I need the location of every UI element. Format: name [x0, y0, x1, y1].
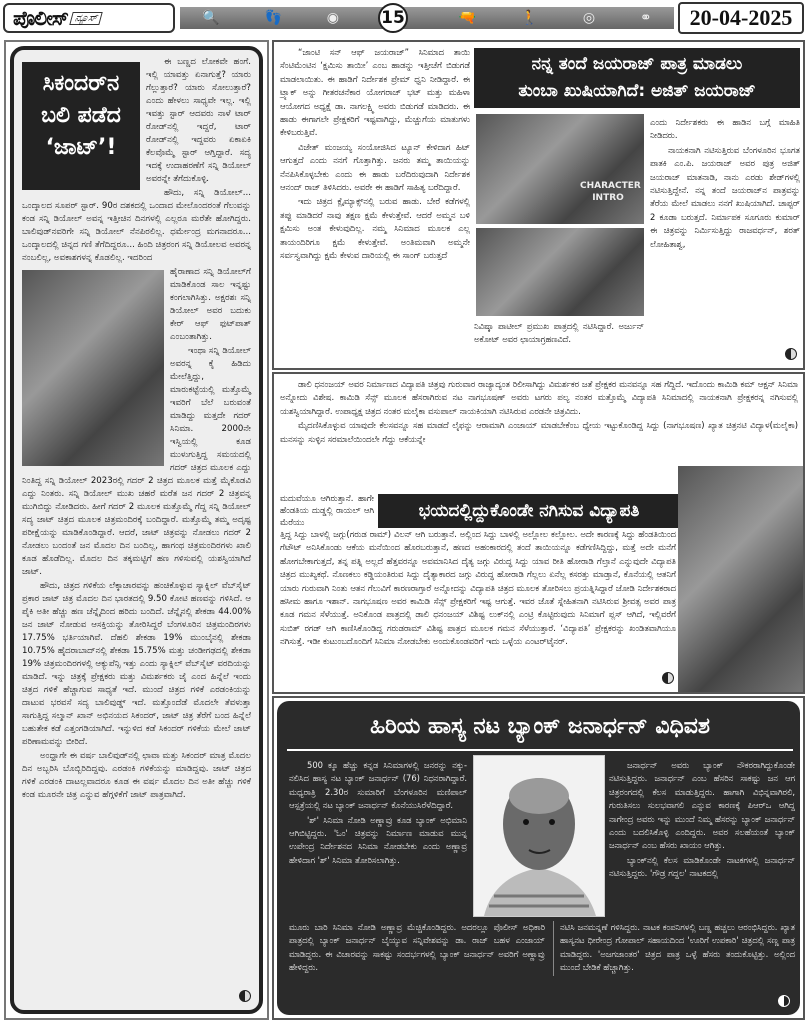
- article-ajith-bottom: [474, 320, 644, 348]
- article-ajith-headline: [474, 48, 800, 108]
- magnifier-icon: 🔍: [202, 10, 220, 26]
- article-janardhan-lower-left: [289, 921, 545, 976]
- paragraph: ಅಂದ್ಹಾಗೇ ಈ ವರ್ಷ ಬಾಲಿವುಡ್‌ನಲ್ಲಿ ಛಾವಾ ಮತ್ತು ಸಿಕಂದರ್ ಮಾತ್ರ ಮೊದಲ ದಿನ ಅಬ್ಬರಿಸಿ ಬೊಬ್ಬಿರಿದಿದ್ದವು. ಎರಡಂಕಿ ಗಳಿಕೆಯನ್ನು ಮಾಡಿದ್ದವು. ಜಾಟ್ ಚಿತ್ರದ ಗಳಿಕೆ ಎರಡಂಕಿ ದಾಟಲ್ಲವಾದರೂ ಕೂಡ ಈ ವರ್ಷ ಮೊದಲ ದಿನ ಅತೀ ಹೆಚ್ಚು ಗಳಿಕೆ ಕಂಡ ಮೂರನೇ ಚಿತ್ರ ಎನ್ನುವ ಹೆಗ್ಗಳಿಕೆಗೆ ಜಾಟ್ ಪಾತ್ರವಾಗಿದೆ.: [22, 751, 251, 800]
- paragraph: ನಾಯಕನಾಗಿ ನಟಿಸುತ್ತಿರುವ ಬೆಂಗಳೂರಿನ ಭೂಗತ ಪಾತಕಿ ಎಂ.ಪಿ. ಜಯರಾಜ್ ಅವರ ಪುತ್ರ ಅಜಿತ್ ಜಯರಾಜ್ ಮಾತನಾಡಿ, ನಾನು ಎರಡು ಶೇಡ್‌ಗಳಲ್ಲಿ ನಟಿಸುತ್ತಿದ್ದೇನೆ. ನನ್ನ ತಂದೆ ಜಯರಾಜ್‌ನ ಪಾತ್ರವನ್ನು ತೆರೆಯ ಮೇಲೆ ಮಾಡಲು ನನಗೆ ಖುಷಿಯಾಗಿದೆ. ಚಾಪ್ಟರ್ 2 ಕೂಡಾ ಬರುತ್ತದೆ. ನಿರ್ಮಾಪಕ ಸೂಗೂರು ಕುಮಾರ್ ಈ ಚಿತ್ರವನ್ನು ನಿರ್ಮಿಸುತ್ತಿದ್ದು ರಾಜವರ್ಧನ್, ಶರತ್ ಲೋಹಿತಾಶ್ವ,: [650, 144, 800, 249]
- article-vidyapathi: [272, 372, 805, 694]
- paragraph: 500 ಕ್ಕೂ ಹೆಚ್ಚು ಕನ್ನಡ ಸಿನಿಮಾಗಳಲ್ಲಿ ಜನರನ್ನು ನಕ್ಕು-ನಲಿಸಿದ ಹಾಸ್ಯ ನಟ ಬ್ಯಾಂಕ್ ಜನಾರ್ಧನ್ (76) ನಿಧನರಾಗಿದ್ದಾರೆ. ಮಧ್ಯರಾತ್ರಿ 2.30ರ ಸುಮಾರಿಗೆ ಬೆಂಗಳೂರಿನ ಮಣಿಪಾಲ್ ಆಸ್ಪತ್ರೆಯಲ್ಲಿ ನಟ ಬ್ಯಾಂಕ್ ಜನಾರ್ಧನ್ ಕೊನೆಯುಸಿರೆಳೆದಿದ್ದಾರೆ.: [289, 760, 467, 811]
- silhouette-icon: 🚶: [520, 10, 539, 26]
- article-vidyapathi-side: [280, 492, 374, 529]
- paragraph: ಮೈದಣಿಸಿಕೊಳ್ಳುವ ಯಾವುದೇ ಕೆಲಸವನ್ನೂ ಸಹ ಮಾಡದೆ ಲೈಫನ್ನು ಆರಾಮಾಗಿ ಎಂಜಾಯ್ ಮಾಡಬೇಕೆಂಬ ಧ್ಯೇಯ ಇಟ್ಟುಕೊಂಡಿದ್ದ ಸಿದ್ದು (ನಾಗಭೂಷಣ) ಖ್ಯಾತ ಚಿತ್ರನಟಿ ವಿದ್ಯಾಳ(ಮಲೈಕಾ) ಮನಸನ್ನು ಸುಳ್ಳಿನ ಸರಮಾಲೆಯಿಂದಲೇ ಗೆದ್ದು ಆಕೆಯನ್ನೇ: [280, 420, 798, 444]
- headline-line: ನನ್ನ ತಂದೆ ಜಯರಾಜ್ ಪಾತ್ರ ಮಾಡಲು: [531, 54, 743, 74]
- article-bank-janardhan-frame: [277, 701, 800, 1015]
- masthead: [0, 0, 807, 36]
- issue-date: 20-04-2025: [678, 2, 804, 34]
- paragraph: ಹೈರಾಣಾದ ಸನ್ನಿ ಡಿಯೋಲ್‌ಗೆ ಮಾಡಿಕೊಂಡ ಸಾಲ ಇನ್ನಷ್ಟು ಕಂಗಲಾಗಿಸಿತ್ತು. ಅಕ್ಷರಶಃ ಸನ್ನಿ ಡಿಯೋಲ್ ಅವರ ಬದುಕು ಕೇರ್ ಆಫ್ ಫುಟ್‌ಪಾತ್ ಎಂಬಂತಾಗಿತ್ತು.: [170, 267, 251, 342]
- page-number: 15: [378, 3, 408, 33]
- sunny-deol-photo: [22, 270, 164, 466]
- headline-line: ‘ಜಾಟ್’!: [45, 135, 117, 160]
- target-icon: ◎: [582, 10, 596, 26]
- paragraph: ಹೌದು, ಚಿತ್ರದ ಗಳಿಕೆಯ ಲೆಕ್ಕಾಚಾರವನ್ನು ಹಂಚಿಕೊಳ್ಳುವ ಸ್ಯಾಕ್ನಿಲ್ ವೆಬ್‌ಸೈಟ್ ಪ್ರಕಾರ ಜಾಟ್ ಚಿತ್ರ ಮೊದಲ ದಿನ ಭಾರತದಲ್ಲಿ 9.50 ಕೋಟಿ ಹಣವನ್ನು ಗಳಿಸಿದೆ. ಆ ಪೈಕಿ ಅತೀ ಹೆಚ್ಚು ಹಣ ಚೆನ್ನೈದಿಂದ ಹರಿದು ಬಂದಿದೆ. ಚೆನ್ನೈನಲ್ಲಿ ಶೇಕಡಾ 44.00% ಜನ ಜಾಟ್ ನೋಡುವ ಆಸಕ್ತಿಯನ್ನು ತೋರಿಸಿದ್ದರೆ ಬೆಂಗಳೂರಿನ ಚಿತ್ರಮಂದಿರಗಳು 17.75% ಭರ್ತಿಯಾಗಿವೆ. ದೆಹಲಿ ಶೇಕಡಾ 19% ಮುಂಬೈನಲ್ಲಿ ಶೇಕಡಾ 10.75% ಹೈದರಾಬಾದ್‌ನಲ್ಲಿ ಶೇಕಡಾ 15.75% ಮತ್ತು ಚಂಡೀಗಢದಲ್ಲಿ ಶೇಕಡಾ 19% ಚಿತ್ರಮಂದಿರಗಳಲ್ಲಿ ಆಕ್ಯುಪೆನ್ಸಿ ಇತ್ತು ಎಂದು ಸ್ಯಾಕ್ನಿಲ್ ವೆಬ್‌ಸೈಟ್ ವರದಿಯನ್ನು ಮಾಡಿದೆ. ಇನ್ನು ಚಿತ್ರಕ್ಕೆ ಪ್ರೇಕ್ಷಕರು ಮತ್ತು ವಿಮರ್ಶಕರು ಜೈ ಎಂದ ಹಿನ್ನೆಲೆ ಇಂದು ಚಿತ್ರದ ಗಳಿಕೆ ಹೆಚ್ಚಾಗುವ ಸಾಧ್ಯತೆ ಇದೆ. ಮುಂದೆ ಚಿತ್ರದ ಗಳಿಕೆ ಎರಡಂಕಿಯನ್ನು ದಾಟುವ ಭರವಸೆ ಸದ್ಯ ಬಾಲಿವುಡ್ಡ್ ಇದೆ. ಮತ್ತೊಂದೆಡೆ ಮೊದಲೇ ತೆವಳುತ್ತಾ ಸಾಗುತ್ತಿದ್ದ ಸಲ್ಮಾನ್ ಖಾನ್ ಅಭಿನಯದ ಸಿಕಂದರ್, ಜಾಟ್ ಚಿತ್ರ ತೆರೆಗೆ ಬಂದ ಹಿನ್ನೆಲೆ ಬಹುತೇಕ ಕಡೆ ಎತ್ತಂಗಡಿಯಾಗಿದೆ. ಇನ್ನುಳಿದ ಕಡೆ ಸಿಕಂದರ್ ಗಳಿಕೆಯ ಮೇಲೆ ಜಾಟ್ ಪರಿಣಾಮವನ್ನು ಬೀರಿದೆ.: [22, 581, 251, 747]
- team-photo: [476, 228, 644, 316]
- end-mark-icon: [778, 995, 790, 1007]
- article-vidyapathi-headline: ಭಯದಲ್ಲಿದ್ದುಕೊಂಡೇ ನಗಿಸುವ ವಿದ್ಯಾಪತಿ: [378, 494, 680, 528]
- article-jaat-headline: [22, 62, 140, 190]
- paragraph: ಬ್ಯಾಂಕ್‌ನಲ್ಲಿ ಕೆಲಸ ಮಾಡಿಕೊಂಡೇ ನಾಟಕಗಳಲ್ಲಿ ಜನಾರ್ಧನ್ ನಟಿಸುತ್ತಿದ್ದರು. 'ಗೌಡ್ರ ಗದ್ದಲ' ನಾಟಕದಲ್ಲಿ: [609, 854, 795, 879]
- article-janardhan-col3: [609, 759, 795, 882]
- pistol-icon: 🔫: [458, 10, 476, 26]
- paragraph: “ಜಾಂಟಿ ಸನ್ ಆಫ್ ಜಯರಾಜ್” ಸಿನಿಮಾದ ತಾಯಿ ಸೆಂಟಿಮೆಂಟಿನ ‘ಕ್ಷಮಿಸು ತಾಯೀ’ ಎಂಬ ಹಾಡನ್ನು ಇತ್ತೀಚೆಗೆ ಬಿಡುಗಡೆ ಮಾಡಲಾಯಿತು. ಈ ಹಾಡಿಗೆ ನಿರ್ದೇಶಕ ಪ್ರೇಮ್ ಧ್ವನಿ ನೀಡಿದ್ದಾರೆ. ಈ ಟ್ರ್ಯಾಕ್ ಅನ್ನು ಗೀತರಚನೆಕಾರ ಯೋಗರಾಜ್ ಭಟ್ ಮತ್ತು ಮಹಿಳಾ ಆಯೋಗದ ಅಧ್ಯಕ್ಷೆ ಡಾ. ನಾಗಲಕ್ಷ್ಮಿ ಅವರು ಬಿಡುಗಡೆ ಮಾಡಿದರು. ಈ ಹಾಡು ಈಗಾಗಲೇ ಪ್ರೇಕ್ಷಕರಿಗೆ ಇಷ್ಟವಾಗಿದ್ದು, ಮೆಚ್ಚುಗೆಯ ಮಾತುಗಳು ಕೇಳಿಬರುತ್ತಿವೆ.: [280, 47, 470, 138]
- portrait-illustration: [474, 756, 604, 916]
- movie-poster-photo: [476, 114, 644, 224]
- newspaper-logo: [3, 3, 175, 33]
- fingerprint-icon: ◉: [326, 10, 339, 26]
- end-mark-icon: [785, 348, 797, 360]
- end-mark-icon: [239, 990, 251, 1002]
- paragraph: ಇಂಥಾ ಸನ್ನಿ ಡಿಯೋಲ್ ಅವರನ್ನ ಕೈ ಹಿಡಿದು ಮೇಲೆತ್ತಿದ್ದು, ಮಾರುಕಟ್ಟೆಯಲ್ಲಿ ಮತ್ತೊಮ್ಮೆ ಇವರಿಗೆ ಬೆಲೆ ಬರುವಂತೆ ಮಾಡಿದ್ದು ಮತ್ತದೇ ಗದರ್ ಸಿನಿಮಾ. 2000ನೇ ಇಸ್ವಿಯಲ್ಲಿ ಕೂಡ ಮುಳುಗುತ್ತಿದ್ದ ಸಮಯದಲ್ಲಿ ಗದರ್ ಚಿತ್ರದ ಮೂಲಕ ಎದ್ದು ನಿಂತಿದ್ದ ಸನ್ನಿ ಡಿಯೋಲ್ 2023ರಲ್ಲಿ ಗದರ್ 2 ಚಿತ್ರದ ಮೂಲಕ ಮತ್ತೆ ಮೈಕೊಡವಿ ಎದ್ದು ನಿಂತರು. ಸನ್ನಿ ಡಿಯೋಲ್ ಮುಖ ಚಹರೆ ಮರೆತ ಜನ ಗದರ್ 2 ಚಿತ್ರವನ್ನ ಮುಗಿಬಿದ್ದು ನೋಡಿದರು. ಹೀಗೆ ಗದರ್ 2 ಮೂಲಕ ಮತ್ತೊಮ್ಮೆ ಗೆದ್ದ ಸನ್ನಿ ಡಿಯೋಲ್ ಸದ್ಯ ಜಾಟ್ ಚಿತ್ರದ ಮೂಲಕ ಚಿತ್ರಮಂದಿರಕ್ಕೆ ಬಂದಿದ್ದಾರೆ. ಮತ್ತೊಮ್ಮೆ ತಮ್ಮ ಅದೃಷ್ಟ ಪರೀಕ್ಷೆಯನ್ನು ಮಾಡಿಕೊಂಡಿದ್ದಾರೆ. ಆದರೆ, ಜಾಟ್ ಚಿತ್ರವನ್ನು ನೋಡಲು ಗದರ್ 2 ನೋಡಲು ಬಂದಂತೆ ಜನ ಮೊದಲ ದಿನ ಬಂದಿಲ್ಲ, ಹಾಗಂಥ ಚಿತ್ರಮಂದಿರಗಳು ಖಾಲಿ ಕೂಡ ಹೊಡೆದಿಲ್ಲ. ಮೊದಲ ದಿನ ತಕ್ಕಮಟ್ಟಿಗೆ ಹಣ ಗಳಿಸುವಲ್ಲಿ ಯಶಸ್ವಿಯಾಗಿದೆ ಜಾಟ್.: [22, 346, 251, 577]
- article-janardhan-lower-right: [553, 921, 795, 976]
- paragraph: ವಿಜೇತ್ ಮಂಜಯ್ಯ ಸಂಯೋಜಿಸಿದ ಟ್ಯೂನ್ ಕೇಳಿದಾಗ ಹಿಟ್ ಆಗುತ್ತದೆ ಎಂದು ನನಗೆ ಗೊತ್ತಾಗಿತ್ತು. ಜನರು ತಮ್ಮ ತಾಯಿಯನ್ನು ನೆನಪಿಸಿಕೊಳ್ಳಬೇಕು ಎಂದು ಈ ಹಾಡು ಬರೆದಿರುವುದಾಗಿ ನಿರ್ದೇಶಕ ಆನಂದ್ ರಾಜ್ ತಿಳಿಸಿದರು. ಅವರೇ ಈ ಹಾಡಿಗೆ ಸಾಹಿತ್ಯ ಬರೆದಿದ್ದಾರೆ.: [280, 141, 470, 193]
- paragraph: ಎಂದು ನಿರ್ದೇಶಕರು ಈ ಹಾಡಿನ ಬಗ್ಗೆ ಮಾಹಿತಿ ನೀಡಿದರು.: [650, 117, 800, 141]
- paragraph: ತ್ತಿದ್ದ ಸಿದ್ದು ಬಾಳಲ್ಲಿ ಜಗ್ಗು(ಗರುಡ ರಾಮ್) ವಿಲನ್ ಆಗಿ ಬರುತ್ತಾನೆ. ಅಲ್ಲಿಂದ ಸಿದ್ದು ಬಾಳಲ್ಲಿ ಅಲ್ಲೋಲ ಕಲ್ಲೋಲ. ಅದೇ ಕಾರಣಕ್ಕೆ ಸಿದ್ದು ಹೆಂಡತಿಯಿಂದ ಗೆಟೌಟ್ ಅನಿಸಿಕೊಂಡು ಆಕೆಯ ಮನೆಯಿಂದ ಹೊರಬರುತ್ತಾನೆ, ಹಣದ ಅಹಂಕಾರದಲ್ಲಿ ತಂದೆ ತಾಯಿಯನ್ನೂ ಕಡೆಗಣಿಸಿದ್ದಿದ್ದು, ಮತ್ತೆ ಅದೇ ಮನೆಗೆ ಹೋಗಬೇಕಾಗುತ್ತದೆ, ತನ್ನ ಪತ್ನಿ ಅಲ್ಲದೆ ಹೆತ್ತವರನ್ನೂ ಅವಮಾನಿಸಿದ ದೈತ್ಯ ಜಗ್ಗು ವಿರುದ್ಧ ಸಿದ್ದು ಯಾವ ರೀತಿ ಹೋರಾಡಿ ಗೆಲ್ತಾನೆ ಎನ್ನುವುದೇ ವಿದ್ಯಾಪತಿ ಚಿತ್ರದ ಮುಖ್ಯಕಥೆ. ನೊಣಕಲು ಕಡ್ಡಿಯಂತಿರುವ ಸಿದ್ದು ದೈತ್ಯಾಕಾರದ ಜಗ್ಗು ವಿರುದ್ಧ ಹೋರಾಡಿ ಗೆಲ್ಲಲು ಏನೆಲ್ಲ ಕಸರತ್ತು ಮಾಡ್ತಾನೆ, ಕೊನೆಯಲ್ಲಿ ಆತನಿಗೆ ಯಾರು ಗುರುವಾಗಿ ನಿಂತು ಆತನ ಗೆಲುವಿಗೆ ಕಾರಣರಾಗ್ತಾರೆ ಅನ್ನೋದನ್ನು ವಿದ್ಯಾಪತಿ ಚಿತ್ರದ ಮೂಲಕ ತೋರಿಸಲು ಪ್ರಯತ್ನಿಸಿದ್ದಾರೆ ಜೋಡಿ ನಿರ್ದೇಶಕರಾದ ಹಸೀಮ ಹಾಗೂ ಇಶಾನ್. ನಾಗಭೂಷಣ ಅವರ ಕಾಮಿಡಿ ಸೆನ್ಸ್ ಪ್ರೇಕ್ಷಕರಿಗೆ ಇಷ್ಟ ಆಗುತ್ತೆ. ಇವರ ಜೊತೆ ಸ್ನೇಹಿತನಾಗಿ ನಟಿಸಿರುವ ಶ್ರೀವತ್ಸ ಅವರ ಪಾತ್ರ ಕೂಡ ಗಮನ ಸೆಳೆಯುತ್ತೆ. ಅನಿಕೊಂಡ ಪಾತ್ರದಲ್ಲಿ ಡಾಲಿ ಧನಂಜಯ್ ವಿಶಿಷ್ಟ ಲುಕ್‌ನಲ್ಲಿ ಎಂಟ್ರಿ ಕೊಟ್ಟಿರುವುದು ಸಿನಿಮಾಗೆ ಪ್ಲಸ್ ಆಗಿದೆ, ಇಲ್ಲಿವರೆಗೆ ಸುಬಿತ್ ರಗಡ್ ಆಗಿ ಕಾಣಿಸಿಕೊಂಡಿದ್ದ ಗರುಡರಾಮ್ ವಿಶಿಷ್ಟ ಪಾತ್ರದ ಮೂಲಕ ಗಮನ ಸೆಳೆಯುತ್ತಾರೆ. ‘ವಿದ್ಯಾಪತಿ’ ಪ್ರೇಕ್ಷಕರನ್ನು ಖಂಡಿತವಾಗಿಯೂ ನಗಿಸುತ್ತೆ. ಇಡೀ ಕುಟುಂಬದೊಂದಿಗೆ ಸಿನಿಮಾ ನೋಡಬೇಕು ಅಂದುಕೊಂಡವರಿಗೆ ಇದು ಒಳ್ಳೆಯ ಎಂಟರ್‌ಟೈನರ್.: [280, 529, 676, 647]
- bank-janardhan-photo: [473, 755, 605, 917]
- poster-title: CHARACTER INTRO: [580, 181, 641, 203]
- footprint-icon: 👣: [264, 10, 282, 26]
- article-ajith-col1: [280, 46, 470, 264]
- paragraph: ಮೂರು ಬಾರಿ ಸಿನಿಮಾ ನೋಡಿ ಅಣ್ಣಾವ್ರ ಮೆಚ್ಚಿಕೊಂಡಿದ್ದರು. ಅದರಲ್ಲೂ ಪೊಲೀಸ್ ಅಧಿಕಾರಿ ಪಾತ್ರದಲ್ಲಿ ಬ್ಯಾಂಕ್ ಜನಾರ್ಧನ್ ಬೈಯ್ಯುವ ಸನ್ನಿವೇಶವನ್ನು ಡಾ. ರಾಜ್ ಬಹಳ ಎಂಜಾಯ್ ಮಾಡಿದ್ದರು. ಈ ವಿಚಾರವನ್ನು ಸಾಕಷ್ಟು ಸಂದರ್ಭಗಳಲ್ಲಿ ಬ್ಯಾಂಕ್ ಜನಾರ್ಧನ್ ಅವರಿಗೆ ಅಣ್ಣಾವ್ರು ಹೇಳಿದ್ದರು.: [289, 922, 545, 973]
- article-bank-janardhan: [272, 696, 805, 1020]
- article-vidyapathi-body: [280, 528, 676, 650]
- paragraph: ಈ ಬಣ್ಣದ ಲೋಕವೇ ಹಂಗೆ. ಇಲ್ಲಿ ಯಾವತ್ತು ಏನಾಗುತ್ತೆ? ಯಾರು ಗೆಲ್ಲುತ್ತಾರೆ? ಯಾರು ಸೋಲುತ್ತಾರೆ? ಎಂದು ಹೇಳಲು ಸಾಧ್ಯವೇ ಇಲ್ಲ. ಇಲ್ಲಿ ಇವತ್ತು ಸ್ಟಾರ್ ಆದವರು ನಾಳೆ ಟಾರ್ ರೋಡ್‌ನಲ್ಲಿ ಇದ್ದರೆ, ಟಾರ್ ರೋಡ್‌ನಲ್ಲಿ ಇದ್ದವರು ಏಕಾಏಕಿ ಕೆಲವೊಮ್ಮೆ ಸ್ಟಾರ್ ಆಗ್ತಿದ್ದಾರೆ. ಸದ್ಯ ಇದಕ್ಕೆ ಉದಾಹರಣೆಗೆ ಸನ್ನಿ ಡಿಯೋಲ್ ಅವರನ್ನೇ ತೆಗೆದುಕೊಳ್ಳಿ.: [146, 57, 251, 184]
- article-jaat: [4, 40, 269, 1020]
- article-jaat-frame: [10, 46, 263, 1014]
- headline-line: ತುಂಬಾ ಖುಷಿಯಾಗಿದೆ: ಅಜಿತ್ ಜಯರಾಜ್: [518, 81, 756, 101]
- article-janardhan-headline: ಹಿರಿಯ ಹಾಸ್ಯ ನಟ ಬ್ಯಾಂಕ್ ಜನಾರ್ಧನ್ ವಿಧಿವಶ: [287, 705, 793, 751]
- paragraph: ಜನಾರ್ಧನ್ ಅವರು ಬ್ಯಾಂಕ್ ನೌಕರರಾಗಿದ್ದುಕೊಂಡೇ ನಟಿಸುತ್ತಿದ್ದರು. ಜನಾರ್ಧನ್ ಎಂಬ ಹೆಸರಿನ ಸಾಕಷ್ಟು ಜನ ಆಗ ಚಿತ್ರರಂಗದಲ್ಲಿ ಕೆಲಸ ಮಾಡುತ್ತಿದ್ದರು. ಹಾಗಾಗಿ ವಿಭಿನ್ನವಾಗಿರಲಿ, ಗುರುತಿಸಲು ಸುಲಭವಾಗಲಿ ಎನ್ನುವ ಕಾರಣಕ್ಕೆ ಪಿಆರ್‌ಒ ಆಗಿದ್ದ ನಾಗೇಂದ್ರ ಅವರು ಇನ್ನು ಮುಂದೆ ನಿಮ್ಮ ಹೆಸರನ್ನು ಬ್ಯಾಂಕ್ ಜನಾರ್ಧನ್ ಎಂದು ಬದಲಿಸಿಕೊಳ್ಳಿ ಎಂದಿದ್ದರು. ಅವರ ಸಲಹೆಯಂತೆ ಬ್ಯಾಂಕ್ ಜನಾರ್ಧನ್ ಎಂಬ ಹೆಸರು ಖಾಯಂ ಆಗಿತ್ತು.: [609, 760, 795, 851]
- end-mark-icon: [662, 672, 674, 684]
- paragraph: ನಿವಿಷ್ಕಾ ಪಾಟೀಲ್ ಪ್ರಮುಖ ಪಾತ್ರದಲ್ಲಿ ನಟಿಸಿದ್ದಾರೆ. ಅರ್ಜುನ್ ಅಕೋಟ್ ಅವರ ಛಾಯಾಗ್ರಹಣವಿದೆ.: [474, 321, 644, 345]
- article-janardhan-col1: [289, 759, 467, 868]
- paragraph: ಇದು ಚಿತ್ರದ ಕ್ಲೈಮ್ಯಾಕ್ಸ್‌ನಲ್ಲಿ ಬರುವ ಹಾಡು. ಬೇರೆ ಕಡೆಗಳಲ್ಲಿ ತಪ್ಪು ಮಾಡಿದರೆ ನಾವು ತಕ್ಷಣ ಕ್ಷಮೆ ಕೇಳುತ್ತೇವೆ. ಆದರೆ ಅಮ್ಮನ ಬಳಿ ಕ್ಷಮಿಸು ಅಂತ ಕೇಳುವುದಿಲ್ಲ. ನಮ್ಮ ಸಿನಿಮಾದ ಮೂಲಕ ಎಲ್ಲ ತಾಯಂದಿರಿಗೂ ಕ್ಷಮೆ ಕೇಳುತ್ತೇವೆ. ಅಂತಿಮವಾಗಿ ಅಮ್ಮನೇ ಸರ್ವಸ್ವವಾಗಿದ್ದು ಕ್ಷಮೆ ಕೇಳುವ ದಾರಿಯಲ್ಲಿ ಈ ಸಾಂಗ್ ಬರುತ್ತದೆ: [280, 196, 470, 261]
- article-vidyapathi-top: [280, 378, 798, 447]
- paragraph: 'ಶ್' ಸಿನಿಮಾ ನೋಡಿ ಅಣ್ಣಾವ್ರು ಕೂಡ ಬ್ಯಾಂಕ್ ಅಭಿಮಾನಿ ಆಗಿಬಿಟ್ಟಿದ್ದರು. 'ಓಂ' ಚಿತ್ರವನ್ನು ನಿರ್ಮಾಣ ಮಾಡುವ ಮುನ್ನ ಉಪೇಂದ್ರ ನಿರ್ದೇಶನದ ಸಿನಿಮಾ ನೋಡಬೇಕು ಎಂದು ಅಣ್ಣಾವ್ರ ಹೇಳಿದಾಗ 'ಶ್' ಸಿನಿಮಾ ತೋರಿಸಲಾಗಿತ್ತು.: [289, 814, 467, 865]
- logo-sub-text: ನ್ಯೂಸ್: [69, 12, 102, 25]
- paragraph: ಡಾಲಿ ಧನಂಜಯ್ ಅವರ ನಿರ್ಮಾಣದ ವಿದ್ಯಾಪತಿ ಚಿತ್ರವು ಗುರುವಾರ ರಾಜ್ಯಾದ್ಯಂತ ರಿಲೀಸಾಗಿದ್ದು ವಿಮರ್ಶಕರ ಜತೆ ಪ್ರೇಕ್ಷಕರ ಮನವನ್ನೂ ಸಹ ಗೆದ್ದಿದೆ. ಇದೊಂದು ಕಾಮಿಡಿ ಕಮ್ ಆಕ್ಷನ್ ಸಿನಿಮಾ ಅನ್ನೋದು ವಿಶೇಷ. ಕಾಮಿಡಿ ಸೆನ್ಸ್ ಮೂಲಕ ಹೆಸರಾಗಿರುವ ನಟ ನಾಗಭೂಷಣ್ ಅವರು ಟಗರು ಪಲ್ಯ ನಂತರ ಮತ್ತೊಮ್ಮೆ ವಿದ್ಯಾಪತಿ ಸಿನಿಮಾದಲ್ಲಿ ನಾಯಕನಾಗಿ ಪ್ರೇಕ್ಷಕರನ್ನ ನಗಿಸುವಲ್ಲಿ ಯಶಸ್ವಿಯಾಗಿದ್ದಾರೆ. ಉಪಾಧ್ಯಕ್ಷ ಚಿತ್ರದ ನಂತರ ಮಲೈಕಾ ವಸುಪಾಲ್ ನಾಯಕಿಯಾಗಿ ನಟಿಸಿರುವ ಎರಡನೇ ಚಿತ್ರವಿದು.: [280, 379, 798, 416]
- lead-actors-photo: [678, 466, 804, 692]
- handcuffs-icon: ⚭: [639, 10, 652, 26]
- paragraph: ಹೌದು, ಸನ್ನಿ ಡಿಯೋಲ್... ಒಂದ್ಕಾಲದ ಸೂಪರ್ ಸ್ಟಾರ್. 90ರ ದಶಕದಲ್ಲಿ ಒಂದಾದ ಮೇಲೊಂದರಂತೆ ಗೆಲುವನ್ನು ಕಂಡ ಸನ್ನಿ ಡಿಯೋಲ್ ಅವನ್ನ ಇತ್ತೀಚಿನ ದಿನಗಳಲ್ಲಿ ಎಲ್ಲರೂ ಮರೆತೇ ಹೋಗಿದ್ದರು. ಬಾಲಿವುಡ್‌ನವರಿಗೇ ಸನ್ನಿ ಡಿಯೋಲ್ ನೆನಪಿರಲಿಲ್ಲ. ಧರ್ಮೇಂದ್ರ ಮಗನಾದರೂ... ಒಂದ್ಕಾಲದಲ್ಲಿ ಚಿನ್ನದ ಗಣಿ ತೆಗೆದಿದ್ದರೂ... ಹಿಂದಿ ಚಿತ್ರರಂಗ ಸನ್ನಿ ಡಿಯೋಲವ ಅವರನ್ನ ನಂಬಲಿಲ್ಲ, ಅವಕಾಶಗಳನ್ನ ಕೊಡಲಿಲ್ಲ. ಇದರಿಂದ: [22, 188, 251, 263]
- article-ajith-col3: [650, 116, 800, 252]
- logo-main-text: ಪೊಲೀಸ್: [13, 6, 68, 30]
- headline-line: ಸಿಕಂದರ್‌ನ: [42, 71, 120, 96]
- article-ajith-jayaraj: [272, 40, 805, 370]
- paragraph: ನಟಿಸಿ ಜನಮನ್ನಣೆ ಗಳಿಸಿದ್ದರು. ನಾಟಕ ಕಂಪನಿಗಳಲ್ಲಿ ಬಣ್ಣ ಹಚ್ಚಲು ಆರಂಭಿಸಿದ್ದರು. ಖ್ಯಾತ ಹಾಸ್ಯನಟ ಧೀರೇಂದ್ರ ಗೋಪಾಲ್ ಸಹಾಯದಿಂದ 'ಊರಿಗೆ ಉಪಕಾರಿ' ಚಿತ್ರದಲ್ಲಿ ಸಣ್ಣ ಪಾತ್ರ ಮಾಡಿದ್ದರು. 'ಅಜಗಜಾಂತರ' ಚಿತ್ರದ ಪಾತ್ರ ಒಳ್ಳೆ ಹೆಸರು ತಂದುಕೊಟ್ಟಿತ್ತು. ಅಲ್ಲಿಂದ ಮುಂದೆ ಬೇಡಿಕೆ ಹೆಚ್ಚಾಗಿತ್ತು.: [560, 922, 795, 973]
- header-icon-band: [180, 7, 674, 29]
- paragraph: ಮದುವೆಯೂ ಆಗಿರುತ್ತಾನೆ. ಹಾಗೇ ಹೆಂಡತಿಯ ದುಡ್ಡಲ್ಲಿ ರಾಯಲ್ ಆಗಿ ಮೆರೆಯು: [280, 493, 374, 527]
- headline-line: ಬಲಿ ಪಡೆದ: [41, 103, 121, 128]
